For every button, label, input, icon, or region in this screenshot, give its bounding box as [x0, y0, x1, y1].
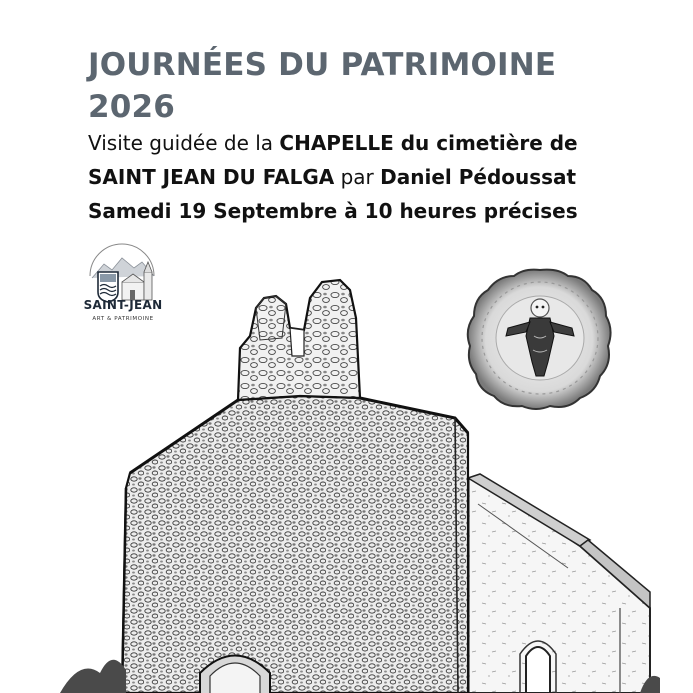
- details-line1-pre: Visite guidée de la: [88, 131, 280, 155]
- details-line1-bold: CHAPELLE du cimetière de: [279, 131, 578, 155]
- event-year: 2026: [88, 89, 176, 125]
- logo-name: SAINT-JEAN: [83, 298, 163, 312]
- details-guide: Daniel Pédoussat: [380, 165, 577, 189]
- event-title-line1: JOURNÉES DU PATRIMOINE: [88, 47, 557, 83]
- details-line2-mid: par: [334, 165, 381, 189]
- chapel-illustration: [60, 278, 660, 693]
- details-date: Samedi 19 Septembre à 10 heures précises: [88, 199, 578, 223]
- event-title: [88, 44, 648, 128]
- event-details: [88, 126, 668, 228]
- details-location: SAINT JEAN DU FALGA: [88, 165, 335, 189]
- logo-tagline: ART & PATRIMOINE: [92, 316, 154, 322]
